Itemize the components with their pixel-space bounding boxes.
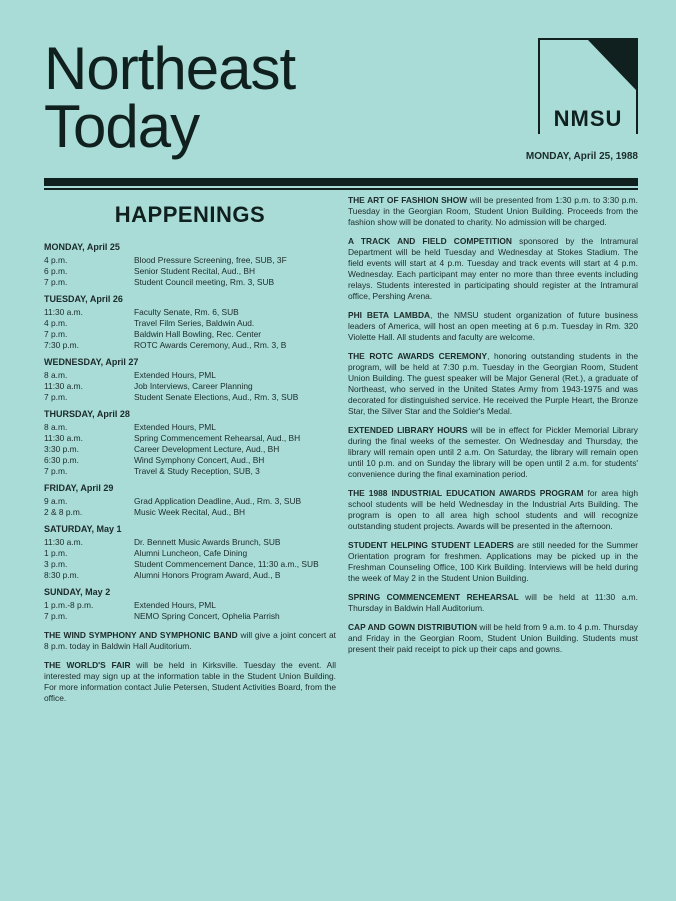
- announcement-paragraph: [348, 195, 638, 228]
- event-time: 7 p.m.: [44, 466, 68, 476]
- event-time: 7 p.m.: [44, 329, 68, 339]
- event-time: 1 p.m.-8 p.m.: [44, 600, 94, 610]
- header-rule-thick: [44, 178, 638, 186]
- event-time: 4 p.m.: [44, 255, 68, 265]
- announcement-body: will be presented from 1:30 p.m. to 3:30 p.m. Tuesday in the Georgian Room, Student Union Building. Proceeds from the fashion show will be donated to charity. No admission will be charged.: [348, 195, 638, 227]
- event-row: [44, 266, 336, 277]
- event-time: 7:30 p.m.: [44, 340, 79, 350]
- announcement-heading: THE 1988 INDUSTRIAL EDUCATION AWARDS PROGRAM: [348, 488, 584, 498]
- event-time: 3:30 p.m.: [44, 444, 79, 454]
- event-description: Alumni Honors Program Award, Aud., B: [134, 570, 281, 580]
- announcement-paragraph: [348, 425, 638, 480]
- day-heading: TUESDAY, April 26: [44, 294, 123, 304]
- announcement-body: will be held from 9 a.m. to 4 p.m. Thursday and Friday in the Georgian Room, Student Union Building. Students must present their paid receipt to pick up their caps and gowns.: [348, 622, 638, 654]
- event-row: [44, 340, 336, 351]
- event-description: Dr. Bennett Music Awards Brunch, SUB: [134, 537, 281, 547]
- event-description: Student Commencement Dance, 11:30 a.m., SUB: [134, 559, 319, 569]
- event-time: 11:30 a.m.: [44, 307, 83, 317]
- announcement-paragraph: [44, 660, 336, 704]
- header-rule-thin: [44, 188, 638, 190]
- event-row: [44, 548, 336, 559]
- masthead-line-2: Today: [44, 93, 200, 160]
- masthead-title: [44, 35, 296, 160]
- announcement-body: will give a joint concert at 8 p.m. today in Baldwin Hall Auditorium.: [44, 630, 336, 651]
- event-description: Extended Hours, PML: [134, 600, 216, 610]
- event-description: Student Council meeting, Rm. 3, SUB: [134, 277, 275, 287]
- event-row: [44, 444, 336, 455]
- event-row: [44, 611, 336, 622]
- announcement-body: for area high school students will be held Wednesday in the Industrial Arts Building. The program is open to all area high school students and will recognize outstanding student projects. Awards will be presented in the afternoon.: [348, 488, 638, 531]
- event-row: [44, 507, 336, 518]
- announcement-body: , honoring outstanding students in the program, will be held at 7:30 p.m. Tuesday in the Georgian Room, Student Union Building. The guest speaker will be Major General (Ret.), a graduate of Northeast, who served in the United States Army from 1943-1975 and was decorated for distinguished service. He received the Purple Heart, the Bronze Star, the Silver Star and the Soldier's Medal.: [348, 351, 639, 416]
- event-description: Career Development Lecture, Aud., BH: [134, 444, 280, 454]
- announcement-paragraph: [348, 310, 638, 343]
- event-description: Music Week Recital, Aud., BH: [134, 507, 246, 517]
- event-calendar: [44, 242, 336, 622]
- event-row: [44, 570, 336, 581]
- event-time: 7 p.m.: [44, 277, 68, 287]
- announcement-body: are still needed for the Summer Orientation program for freshmen. Applications may be picked up in the Freshman Counseling Office, 100 Kirk Building. Interviews will be held during the week of May 2 in the Student Union Building.: [348, 540, 638, 583]
- announcement-paragraph: [348, 540, 638, 584]
- announcement-body: will be held at 11:30 a.m. Thursday in Baldwin Hall Auditorium.: [348, 592, 638, 613]
- announcement-paragraph: [348, 592, 638, 614]
- announcement-body: , the NMSU student organization of future business leaders of America, will host an open meeting at 6 p.m. Tuesday in Rm. 320 Violette Hall. All students and faculty are welcome.: [348, 310, 638, 342]
- event-row: [44, 559, 336, 570]
- event-description: Senior Student Recital, Aud., BH: [134, 266, 256, 276]
- announcement-heading: PHI BETA LAMBDA: [348, 310, 431, 320]
- event-time: 11:30 a.m.: [44, 433, 83, 443]
- event-time: 7 p.m.: [44, 392, 68, 402]
- event-time: 1 p.m.: [44, 548, 68, 558]
- event-description: Wind Symphony Concert, Aud., BH: [134, 455, 265, 465]
- event-row: [44, 277, 336, 288]
- event-time: 6 p.m.: [44, 266, 68, 276]
- announcement-heading: THE WORLD'S FAIR: [44, 660, 131, 670]
- event-time: 11:30 a.m.: [44, 381, 83, 391]
- left-announcements: [44, 630, 336, 704]
- announcement-paragraph: [348, 622, 638, 655]
- announcements-column: [348, 195, 638, 663]
- announcement-paragraph: [348, 236, 638, 302]
- announcement-paragraph: [44, 630, 336, 652]
- day-heading: SATURDAY, May 1: [44, 524, 122, 534]
- event-description: Travel & Study Reception, SUB, 3: [134, 466, 260, 476]
- masthead-line-1: Northeast: [44, 35, 296, 102]
- announcement-heading: THE WIND SYMPHONY AND SYMPHONIC BAND: [44, 630, 238, 640]
- event-description: Travel Film Series, Baldwin Aud.: [134, 318, 255, 328]
- event-row: [44, 422, 336, 433]
- event-row: [44, 433, 336, 444]
- announcement-heading: SPRING COMMENCEMENT REHEARSAL: [348, 592, 519, 602]
- event-time: 2 & 8 p.m.: [44, 507, 83, 517]
- event-time: 8 a.m.: [44, 370, 68, 380]
- event-row: [44, 329, 336, 340]
- event-description: Alumni Luncheon, Cafe Dining: [134, 548, 248, 558]
- event-description: Student Senate Elections, Aud., Rm. 3, SUB: [134, 392, 299, 402]
- event-row: [44, 600, 336, 611]
- announcement-heading: A TRACK AND FIELD COMPETITION: [348, 236, 512, 246]
- right-announcements: [348, 195, 638, 655]
- logo-text: NMSU: [553, 106, 623, 131]
- announcement-body: will be held in Kirksville. Tuesday the event. All interested may sign up at the information table in the Student Union Building. For more information contact Julie Petersen, Student Activities Board, from the office.: [44, 660, 336, 703]
- event-description: NEMO Spring Concert, Ophelia Parrish: [134, 611, 280, 621]
- event-description: Faculty Senate, Rm. 6, SUB: [134, 307, 239, 317]
- event-row: [44, 370, 336, 381]
- announcement-heading: CAP AND GOWN DISTRIBUTION: [348, 622, 478, 632]
- event-description: Extended Hours, PML: [134, 370, 216, 380]
- day-heading: FRIDAY, April 29: [44, 483, 114, 493]
- day-heading: SUNDAY, May 2: [44, 587, 111, 597]
- section-title: HAPPENINGS: [114, 202, 266, 227]
- event-row: [44, 318, 336, 329]
- day-heading: THURSDAY, April 28: [44, 409, 130, 419]
- event-time: 3 p.m.: [44, 559, 68, 569]
- event-row: [44, 255, 336, 266]
- announcement-heading: THE ROTC AWARDS CEREMONY: [348, 351, 488, 361]
- event-description: Spring Commencement Rehearsal, Aud., BH: [134, 433, 301, 443]
- happenings-column: [44, 200, 336, 712]
- event-row: [44, 537, 336, 548]
- event-row: [44, 381, 336, 392]
- event-row: [44, 392, 336, 403]
- announcement-body: sponsored by the Intramural Department will be held Tuesday and Wednesday at Stokes Stadium. The field events will start at 4 p.m. Tuesday and track events will start at 4 p.m. Wednesday. Each participant may enter no more than three events including relays. Students interested in participating should register at the Intramural office, Pershing Arena.: [348, 236, 638, 301]
- event-row: [44, 307, 336, 318]
- event-description: Baldwin Hall Bowling, Rec. Center: [134, 329, 262, 339]
- event-row: [44, 455, 336, 466]
- event-description: Grad Application Deadline, Aud., Rm. 3, SUB: [134, 496, 302, 506]
- event-row: [44, 466, 336, 477]
- event-time: 8:30 p.m.: [44, 570, 79, 580]
- event-time: 11:30 a.m.: [44, 537, 83, 547]
- event-time: 8 a.m.: [44, 422, 68, 432]
- day-heading: MONDAY, April 25: [44, 242, 120, 252]
- announcement-paragraph: [348, 351, 638, 417]
- nmsu-logo: [538, 38, 638, 134]
- event-description: ROTC Awards Ceremony, Aud., Rm. 3, B: [134, 340, 287, 350]
- issue-date: MONDAY, April 25, 1988: [525, 151, 638, 162]
- event-description: Extended Hours, PML: [134, 422, 216, 432]
- event-description: Blood Pressure Screening, free, SUB, 3F: [134, 255, 287, 265]
- announcement-body: will be in effect for Pickler Memorial Library during the final weeks of the semester. On Wednesday and Thursday, the library will remain open until 2 a.m. On Saturday, the library will remain open until 10 p.m. and on Sunday the library will be open until 2 a.m. for students' convenience during the final examination period.: [348, 425, 638, 479]
- announcement-heading: STUDENT HELPING STUDENT LEADERS: [348, 540, 514, 550]
- event-time: 7 p.m.: [44, 611, 68, 621]
- event-time: 9 a.m.: [44, 496, 68, 506]
- event-description: Job Interviews, Career Planning: [134, 381, 253, 391]
- event-time: 6:30 p.m.: [44, 455, 79, 465]
- day-heading: WEDNESDAY, April 27: [44, 357, 139, 367]
- event-row: [44, 496, 336, 507]
- announcement-heading: THE ART OF FASHION SHOW: [348, 195, 468, 205]
- announcement-paragraph: [348, 488, 638, 532]
- announcement-heading: EXTENDED LIBRARY HOURS: [348, 425, 468, 435]
- event-time: 4 p.m.: [44, 318, 68, 328]
